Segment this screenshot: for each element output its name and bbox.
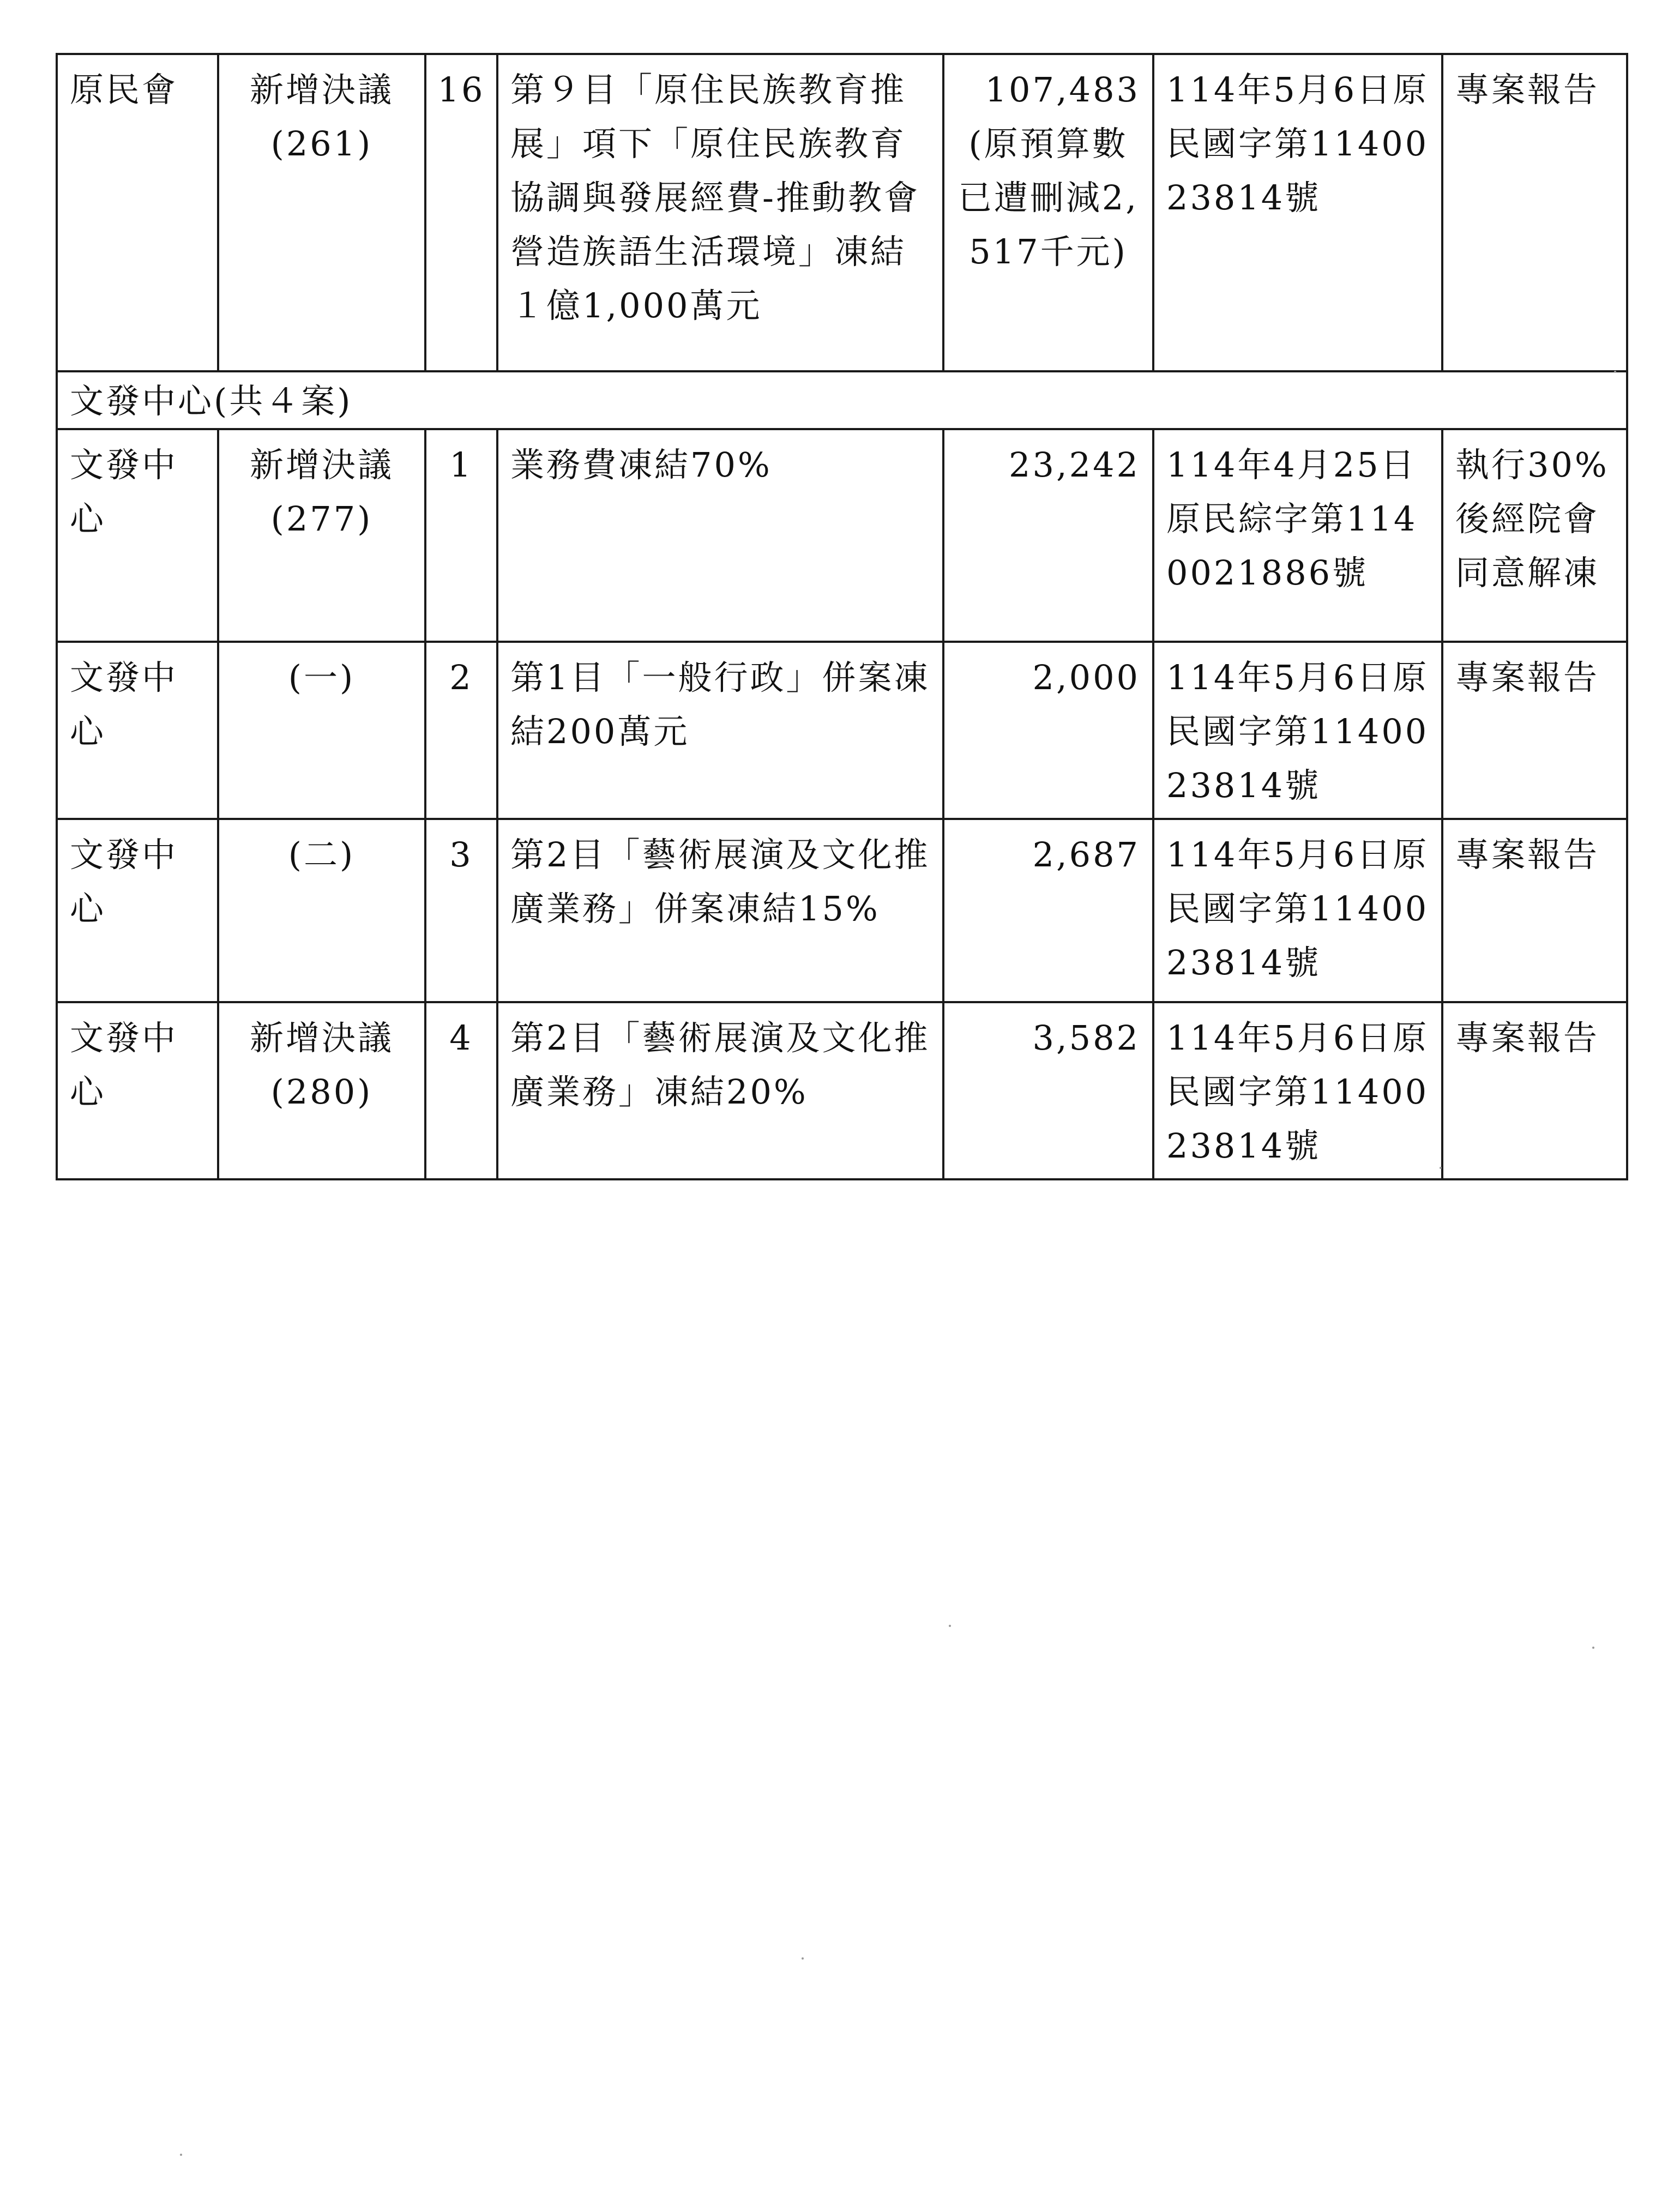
case-number: 2 xyxy=(449,658,473,697)
remark-cell xyxy=(1442,1002,1627,1179)
description-cell xyxy=(497,819,943,1002)
amount-value: 2,687 xyxy=(1032,835,1140,875)
remark-cell xyxy=(1442,819,1627,1002)
document-reference: 114年5月6日原民國字第1140023814號 xyxy=(1166,1018,1429,1166)
case-number: 1 xyxy=(449,445,473,485)
document-reference: 114年5月6日原民國字第1140023814號 xyxy=(1166,658,1429,805)
resolution-type: (二) xyxy=(288,835,356,875)
org-label: 原民會 xyxy=(70,70,178,110)
amount-cell xyxy=(943,429,1153,642)
amount-cell xyxy=(943,1002,1153,1179)
description-cell xyxy=(497,1002,943,1179)
resolution-number: (277) xyxy=(270,499,373,539)
description-text: 第2目「藝術展演及文化推廣業務」併案凍結15% xyxy=(510,835,930,929)
section-header-row xyxy=(57,371,1627,429)
remark-cell xyxy=(1442,642,1627,819)
amount-cell xyxy=(943,54,1153,371)
case-number-cell xyxy=(425,642,497,819)
case-number: 3 xyxy=(449,835,473,875)
case-number-cell xyxy=(425,429,497,642)
resolution-cell xyxy=(218,1002,425,1179)
amount-value: 107,483 xyxy=(985,70,1140,110)
case-number-cell xyxy=(425,819,497,1002)
resolution-number: (261) xyxy=(270,124,373,164)
remark-cell xyxy=(1442,54,1627,371)
org-label: 文發中心 xyxy=(70,445,178,539)
document-cell xyxy=(1153,429,1442,642)
case-number-cell xyxy=(425,54,497,371)
resolution-cell xyxy=(218,642,425,819)
amount-cell xyxy=(943,819,1153,1002)
description-text: 第1目「一般行政」併案凍結200萬元 xyxy=(510,658,930,751)
resolution-type: 新增決議 xyxy=(249,70,394,110)
table-row xyxy=(57,54,1627,371)
table-row xyxy=(57,819,1627,1002)
budget-freeze-table xyxy=(56,53,1628,1180)
document-cell xyxy=(1153,1002,1442,1179)
case-number: 16 xyxy=(437,70,485,110)
document-reference: 114年5月6日原民國字第1140023814號 xyxy=(1166,70,1429,218)
description-cell xyxy=(497,429,943,642)
org-cell xyxy=(57,819,218,1002)
document-reference: 114年4月25日原民綜字第1140021886號 xyxy=(1166,445,1418,593)
amount-value: 23,242 xyxy=(1009,445,1140,485)
document-cell xyxy=(1153,54,1442,371)
section-header-text: 文發中心(共４案) xyxy=(70,381,353,421)
org-label: 文發中心 xyxy=(70,835,178,929)
remark-text: 專案報告 xyxy=(1455,70,1600,110)
org-cell xyxy=(57,642,218,819)
amount-note: (原預算數已遭刪減2,517千元) xyxy=(958,124,1139,272)
org-label: 文發中心 xyxy=(70,1018,178,1112)
description-cell xyxy=(497,642,943,819)
case-number-cell xyxy=(425,1002,497,1179)
scan-speck xyxy=(1592,1647,1594,1649)
resolution-type: (一) xyxy=(288,658,356,697)
remark-text: 專案報告 xyxy=(1455,658,1600,697)
section-header-cell xyxy=(57,371,1627,429)
resolution-cell xyxy=(218,819,425,1002)
description-text: 業務費凍結70% xyxy=(510,445,772,485)
amount-cell xyxy=(943,642,1153,819)
org-cell xyxy=(57,1002,218,1179)
scan-speck xyxy=(949,1625,951,1627)
org-cell xyxy=(57,429,218,642)
remark-text: 執行30%後經院會同意解凍 xyxy=(1455,445,1609,593)
org-label: 文發中心 xyxy=(70,658,178,751)
document-cell xyxy=(1153,642,1442,819)
resolution-number: (280) xyxy=(270,1072,373,1112)
resolution-cell xyxy=(218,429,425,642)
amount-value: 2,000 xyxy=(1032,658,1140,697)
resolution-type: 新增決議 xyxy=(249,1018,394,1058)
description-text: 第2目「藝術展演及文化推廣業務」凍結20% xyxy=(510,1018,930,1112)
case-number: 4 xyxy=(449,1018,473,1058)
scan-speck xyxy=(802,1957,804,1960)
org-cell xyxy=(57,54,218,371)
scan-speck xyxy=(1614,371,1616,373)
amount-value: 3,582 xyxy=(1032,1018,1140,1058)
remark-cell xyxy=(1442,429,1627,642)
table-row xyxy=(57,1002,1627,1179)
remark-text: 專案報告 xyxy=(1455,1018,1600,1058)
table-row xyxy=(57,642,1627,819)
remark-text: 專案報告 xyxy=(1455,835,1600,875)
description-cell xyxy=(497,54,943,371)
scan-speck xyxy=(180,2154,182,2156)
document-cell xyxy=(1153,819,1442,1002)
table-row xyxy=(57,429,1627,642)
resolution-type: 新增決議 xyxy=(249,445,394,485)
resolution-cell xyxy=(218,54,425,371)
document-reference: 114年5月6日原民國字第1140023814號 xyxy=(1166,835,1429,983)
description-text: 第９目「原住民族教育推展」項下「原住民族教育協調與發展經費-推動教會營造族語生活環境」凍結１億1,000萬元 xyxy=(510,70,920,326)
scan-speck xyxy=(1440,1167,1442,1169)
